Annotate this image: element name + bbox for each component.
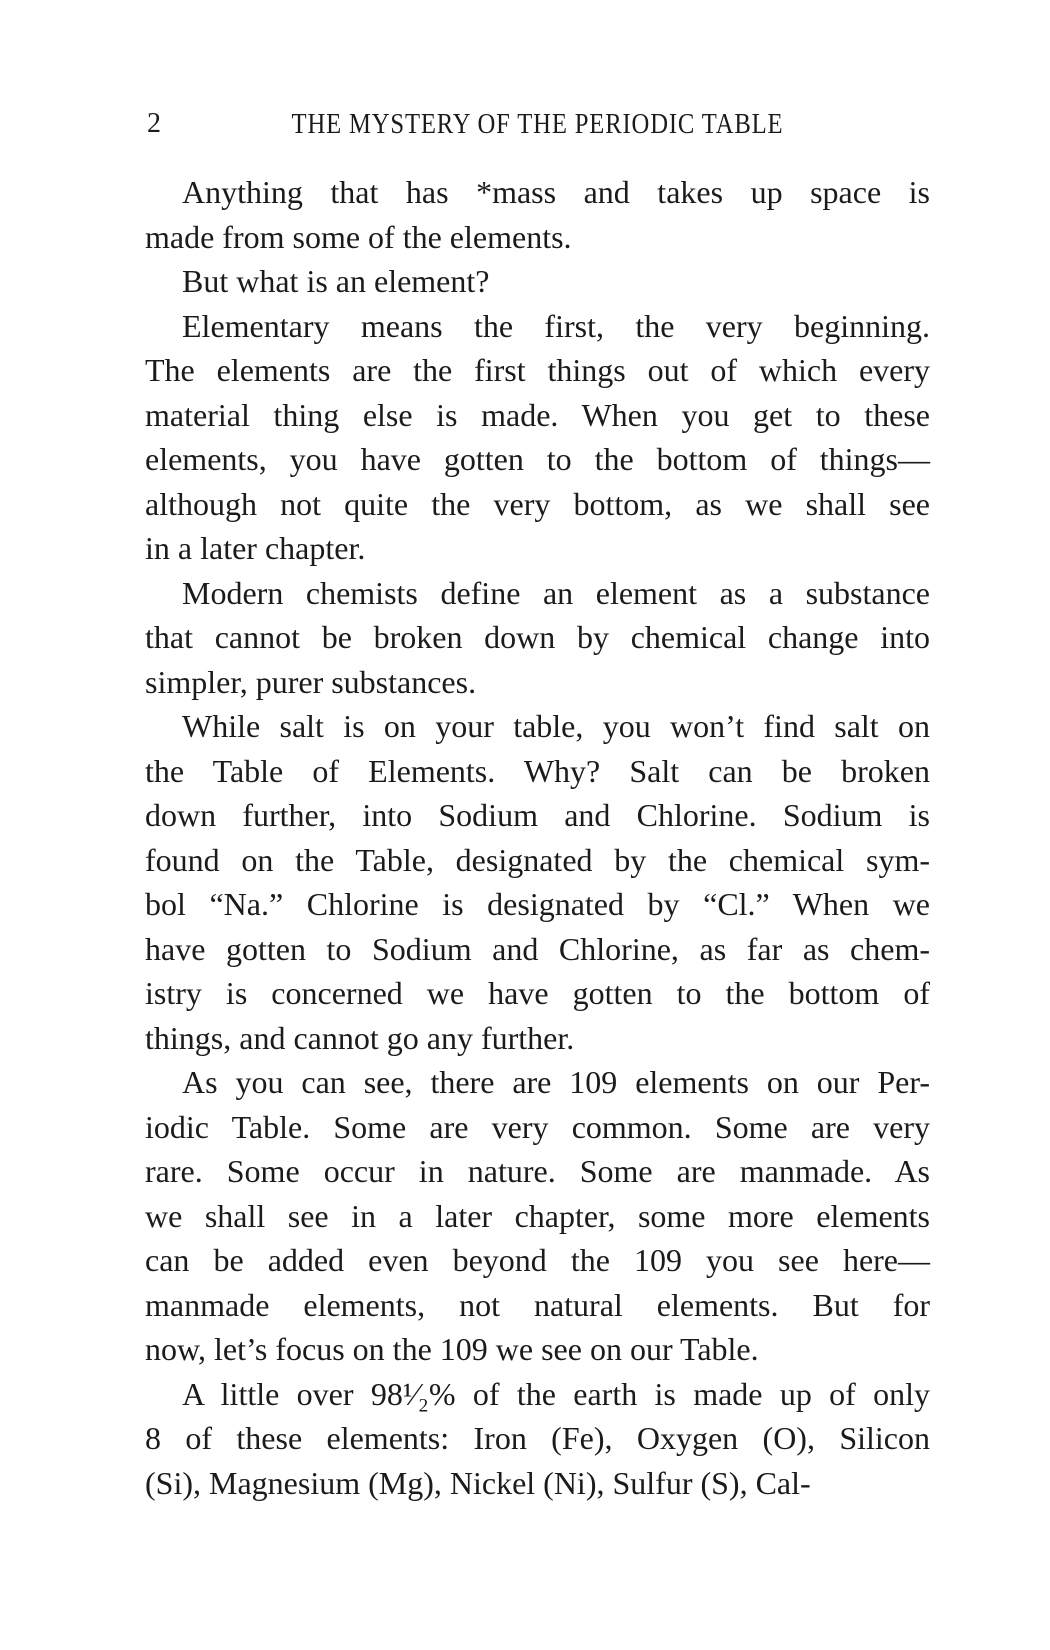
text-line: The elements are the first things out of which every — [145, 352, 930, 388]
text-line: in a later chapter. — [145, 530, 366, 566]
paragraph — [145, 1060, 930, 1372]
text-line: (Si), Magnesium (Mg), Nickel (Ni), Sulfur (S), Cal- — [145, 1464, 811, 1501]
text-line: elements, you have gotten to the bottom of things— — [145, 441, 930, 477]
text-line: down further, into Sodium and Chlorine. Sodium is — [145, 797, 930, 833]
text-line: material thing else is made. When you get to these — [145, 396, 930, 433]
running-header — [145, 106, 930, 142]
text-line: Modern chemists define an element as a substance — [182, 574, 930, 611]
text-line: have gotten to Sodium and Chlorine, as far as chem- — [145, 930, 930, 967]
text-line: made from some of the elements. — [145, 218, 572, 255]
text-line: But what is an element? — [182, 263, 490, 299]
text-line: simpler, purer substances. — [145, 663, 477, 700]
text-line: can be added even beyond the 109 you see here— — [145, 1242, 930, 1278]
text-line: iodic Table. Some are very common. Some are very — [145, 1108, 930, 1145]
page-number: 2 — [147, 108, 161, 139]
paragraph — [145, 259, 930, 304]
paragraph — [145, 704, 930, 1060]
text-line: we shall see in a later chapter, some more elements — [145, 1197, 930, 1234]
paragraph — [145, 1372, 930, 1506]
text-line: things, and cannot go any further. — [145, 1019, 575, 1056]
page-body — [145, 170, 930, 1505]
text-line: found on the Table, designated by the chemical sym- — [145, 841, 930, 878]
text-line: istry is concerned we have gotten to the bottom of — [145, 975, 930, 1011]
text-line: 8 of these elements: Iron (Fe), Oxygen (O), Silicon — [145, 1420, 930, 1456]
paragraph — [145, 304, 930, 571]
running-header-title: THE MYSTERY OF THE PERIODIC TABLE — [291, 108, 784, 140]
paragraph — [145, 571, 930, 705]
text-line: While salt is on your table, you won’t find salt on — [182, 708, 930, 744]
text-line: manmade elements, not natural elements. But for — [145, 1286, 930, 1323]
text-line: the Table of Elements. Why? Salt can be broken — [145, 752, 930, 789]
text-line: rare. Some occur in nature. Some are manmade. As — [145, 1153, 930, 1189]
text-line: now, let’s focus on the 109 we see on our Table. — [145, 1331, 759, 1367]
text-line: As you can see, there are 109 elements on our Per- — [182, 1064, 930, 1100]
text-line: bol “Na.” Chlorine is designated by “Cl.” When we — [145, 886, 930, 922]
text-line: although not quite the very bottom, as we shall see — [145, 485, 930, 522]
paragraph — [145, 170, 930, 259]
text-line: Elementary means the first, the very beginning. — [182, 307, 930, 344]
text-line: that cannot be broken down by chemical change into — [145, 619, 930, 655]
text-line: A little over 98¹⁄₂% of the earth is made up of only — [182, 1375, 930, 1412]
text-line: Anything that has *mass and takes up space is — [182, 174, 930, 210]
